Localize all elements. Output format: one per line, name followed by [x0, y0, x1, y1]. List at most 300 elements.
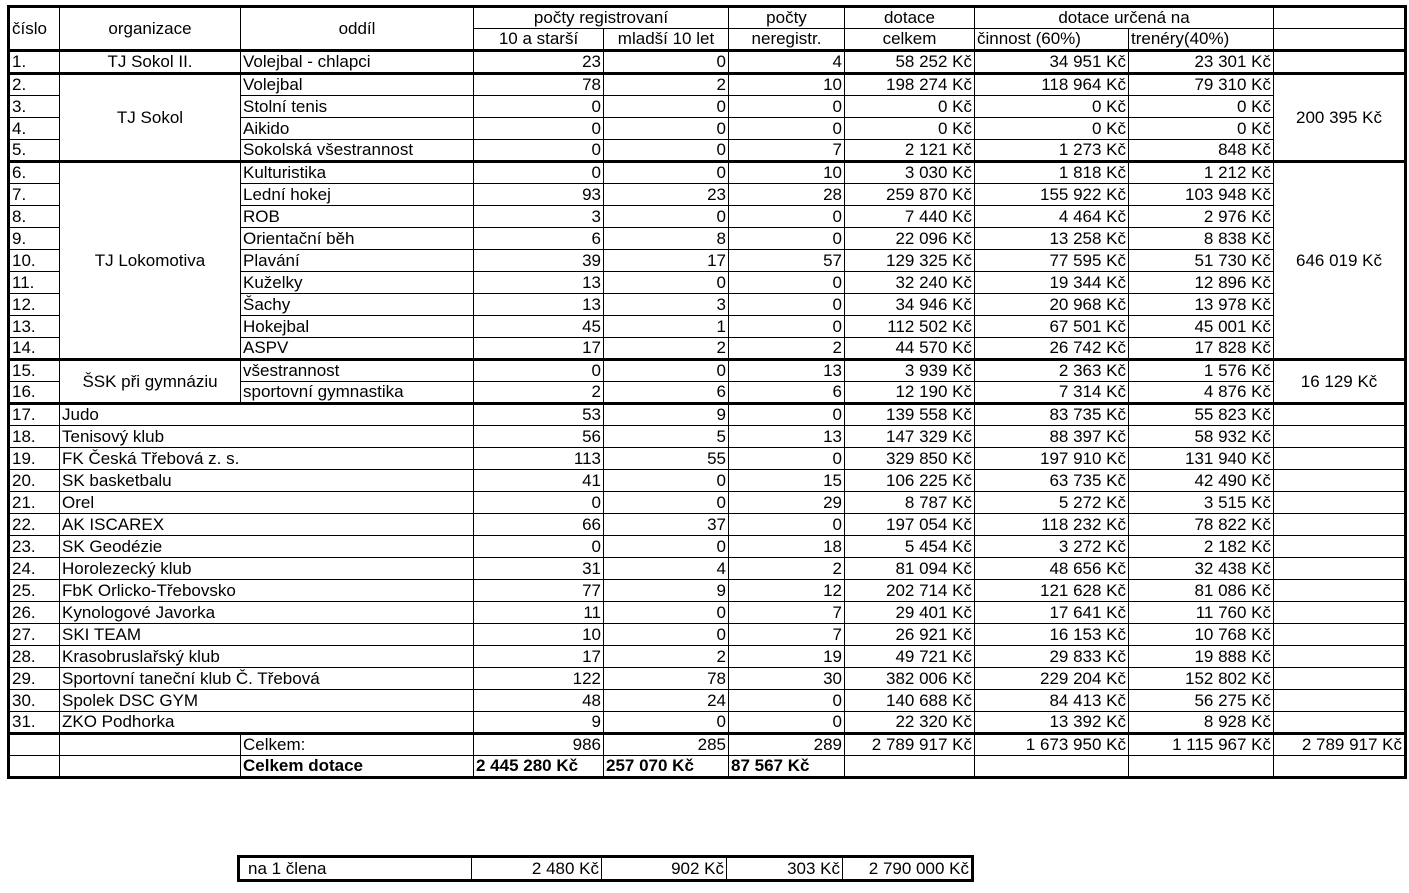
registered-under-10: 23 [604, 184, 729, 206]
registered-10-plus: 56 [474, 426, 604, 448]
empty-cell [1274, 756, 1406, 778]
registered-10-plus: 93 [474, 184, 604, 206]
totals-subsidy: 2 789 917 Kč [845, 734, 975, 756]
subsidy-total: 58 252 Kč [845, 51, 975, 74]
subsidy-activity: 67 501 Kč [975, 316, 1129, 338]
registered-10-plus: 17 [474, 338, 604, 360]
subsidy-activity: 0 Kč [975, 96, 1129, 118]
empty-cell [1274, 536, 1406, 558]
row-number: 6. [9, 162, 60, 184]
unregistered-count: 18 [729, 536, 845, 558]
row-number: 27. [9, 624, 60, 646]
subsidy-total: 22 320 Kč [845, 712, 975, 734]
section-name: Lední hokej [241, 184, 474, 206]
per-member-label: na 1 člena [239, 857, 472, 881]
header-empty [1274, 7, 1406, 29]
subsidy-activity: 88 397 Kč [975, 426, 1129, 448]
subsidy-coaches: 45 001 Kč [1129, 316, 1274, 338]
registered-under-10: 55 [604, 448, 729, 470]
subsidy-coaches: 152 802 Kč [1129, 668, 1274, 690]
organization-name: ŠSK při gymnáziu [60, 360, 241, 404]
table-row [9, 404, 1406, 426]
registered-10-plus: 11 [474, 602, 604, 624]
row-number: 30. [9, 690, 60, 712]
per-member-mladsi: 902 Kč [602, 857, 727, 881]
unregistered-count: 7 [729, 140, 845, 162]
celkem-dotace-row [9, 756, 1406, 778]
table-row [9, 492, 1406, 514]
registered-under-10: 2 [604, 646, 729, 668]
subsidy-coaches: 32 438 Kč [1129, 558, 1274, 580]
row-number: 14. [9, 338, 60, 360]
empty-cell [60, 734, 241, 756]
unregistered-count: 0 [729, 96, 845, 118]
registered-under-10: 0 [604, 536, 729, 558]
subsidy-activity: 1 818 Kč [975, 162, 1129, 184]
section-name: ASPV [241, 338, 474, 360]
registered-under-10: 0 [604, 272, 729, 294]
subsidy-total: 81 094 Kč [845, 558, 975, 580]
section-name: Aikido [241, 118, 474, 140]
per-member-10-a-starsi: 2 480 Kč [472, 857, 602, 881]
section-name: Kulturistika [241, 162, 474, 184]
table-row [9, 426, 1406, 448]
header-neregistr: neregistr. [729, 29, 845, 51]
subsidy-coaches: 10 768 Kč [1129, 624, 1274, 646]
row-number: 23. [9, 536, 60, 558]
subsidy-table [7, 5, 1407, 779]
unregistered-count: 0 [729, 514, 845, 536]
subsidy-activity: 118 232 Kč [975, 514, 1129, 536]
subsidy-activity: 2 363 Kč [975, 360, 1129, 382]
table-row [9, 712, 1406, 734]
row-number: 3. [9, 96, 60, 118]
subsidy-activity: 3 272 Kč [975, 536, 1129, 558]
club-name: Sportovní taneční klub Č. Třebová [60, 668, 474, 690]
registered-under-10: 0 [604, 140, 729, 162]
registered-10-plus: 78 [474, 74, 604, 96]
registered-under-10: 9 [604, 404, 729, 426]
unregistered-count: 19 [729, 646, 845, 668]
registered-under-10: 24 [604, 690, 729, 712]
subsidy-total: 7 440 Kč [845, 206, 975, 228]
registered-10-plus: 0 [474, 492, 604, 514]
subsidy-total: 329 850 Kč [845, 448, 975, 470]
registered-under-10: 0 [604, 118, 729, 140]
registered-10-plus: 0 [474, 360, 604, 382]
section-name: Sokolská všestrannost [241, 140, 474, 162]
subsidy-activity: 20 968 Kč [975, 294, 1129, 316]
unregistered-count: 4 [729, 51, 845, 74]
subsidy-total: 22 096 Kč [845, 228, 975, 250]
unregistered-count: 12 [729, 580, 845, 602]
unregistered-count: 6 [729, 382, 845, 404]
subsidy-total: 8 787 Kč [845, 492, 975, 514]
subsidy-activity: 197 910 Kč [975, 448, 1129, 470]
registered-10-plus: 17 [474, 646, 604, 668]
unregistered-count: 0 [729, 294, 845, 316]
subsidy-coaches: 78 822 Kč [1129, 514, 1274, 536]
club-name: Spolek DSC GYM [60, 690, 474, 712]
subsidy-activity: 19 344 Kč [975, 272, 1129, 294]
empty-cell [1274, 404, 1406, 426]
club-name: FK Česká Třebová z. s. [60, 448, 474, 470]
table-row [9, 74, 1406, 96]
subsidy-total: 198 274 Kč [845, 74, 975, 96]
header-cislo: číslo [9, 7, 60, 51]
registered-10-plus: 13 [474, 272, 604, 294]
registered-10-plus: 66 [474, 514, 604, 536]
header-pocty: počty [729, 7, 845, 29]
row-number: 7. [9, 184, 60, 206]
unregistered-count: 0 [729, 206, 845, 228]
subsidy-coaches: 51 730 Kč [1129, 250, 1274, 272]
subsidy-total: 140 688 Kč [845, 690, 975, 712]
row-number: 29. [9, 668, 60, 690]
subsidy-total: 197 054 Kč [845, 514, 975, 536]
celkem-dotace-label: Celkem dotace [241, 756, 474, 778]
subsidy-activity: 5 272 Kč [975, 492, 1129, 514]
club-name: Judo [60, 404, 474, 426]
celkem-dotace-10-plus: 2 445 280 Kč [474, 756, 604, 778]
row-number: 10. [9, 250, 60, 272]
registered-10-plus: 23 [474, 51, 604, 74]
empty-cell [1274, 646, 1406, 668]
celkem-dotace-under-10: 257 070 Kč [604, 756, 729, 778]
row-number: 4. [9, 118, 60, 140]
registered-under-10: 37 [604, 514, 729, 536]
table-row [9, 690, 1406, 712]
registered-under-10: 0 [604, 162, 729, 184]
registered-10-plus: 0 [474, 140, 604, 162]
section-name: Plavání [241, 250, 474, 272]
unregistered-count: 0 [729, 316, 845, 338]
table-row [9, 448, 1406, 470]
unregistered-count: 0 [729, 404, 845, 426]
registered-10-plus: 31 [474, 558, 604, 580]
header-cinnost: činnost (60%) [975, 29, 1129, 51]
row-number: 8. [9, 206, 60, 228]
registered-10-plus: 0 [474, 536, 604, 558]
club-name: AK ISCAREX [60, 514, 474, 536]
club-name: SKI TEAM [60, 624, 474, 646]
empty-cell [1274, 624, 1406, 646]
subsidy-activity: 118 964 Kč [975, 74, 1129, 96]
unregistered-count: 10 [729, 162, 845, 184]
unregistered-count: 7 [729, 602, 845, 624]
subsidy-coaches: 23 301 Kč [1129, 51, 1274, 74]
registered-10-plus: 6 [474, 228, 604, 250]
empty-cell [9, 734, 60, 756]
registered-under-10: 0 [604, 206, 729, 228]
row-number: 17. [9, 404, 60, 426]
header-organizace: organizace [60, 7, 241, 51]
empty-cell [60, 756, 241, 778]
registered-under-10: 8 [604, 228, 729, 250]
subsidy-total: 112 502 Kč [845, 316, 975, 338]
empty-cell [1274, 470, 1406, 492]
subsidy-coaches: 2 976 Kč [1129, 206, 1274, 228]
celkem-dotace-unregistered: 87 567 Kč [729, 756, 845, 778]
table-row [9, 162, 1406, 184]
table-row [9, 602, 1406, 624]
header-empty-2 [1274, 29, 1406, 51]
organization-subsidy-total: 200 395 Kč [1274, 74, 1406, 162]
section-name: Volejbal [241, 74, 474, 96]
totals-label: Celkem: [241, 734, 474, 756]
row-number: 16. [9, 382, 60, 404]
unregistered-count: 15 [729, 470, 845, 492]
section-name: všestrannost [241, 360, 474, 382]
registered-under-10: 1 [604, 316, 729, 338]
registered-under-10: 0 [604, 492, 729, 514]
subsidy-coaches: 1 212 Kč [1129, 162, 1274, 184]
subsidy-coaches: 11 760 Kč [1129, 602, 1274, 624]
unregistered-count: 0 [729, 712, 845, 734]
organization-subsidy-total: 16 129 Kč [1274, 360, 1406, 404]
subsidy-total: 3 939 Kč [845, 360, 975, 382]
table-body [9, 51, 1406, 778]
header-dotace-urcena-na: dotace určená na [975, 7, 1274, 29]
subsidy-activity: 0 Kč [975, 118, 1129, 140]
empty-cell [1274, 558, 1406, 580]
unregistered-count: 2 [729, 338, 845, 360]
empty-cell [9, 756, 60, 778]
club-name: Kynologové Javorka [60, 602, 474, 624]
registered-under-10: 0 [604, 602, 729, 624]
empty-cell [1274, 492, 1406, 514]
empty-cell [1129, 756, 1274, 778]
subsidy-total: 106 225 Kč [845, 470, 975, 492]
subsidy-total: 202 714 Kč [845, 580, 975, 602]
subsidy-total: 49 721 Kč [845, 646, 975, 668]
subsidy-coaches: 4 876 Kč [1129, 382, 1274, 404]
subsidy-total: 12 190 Kč [845, 382, 975, 404]
table-row [9, 514, 1406, 536]
row-number: 5. [9, 140, 60, 162]
subsidy-coaches: 3 515 Kč [1129, 492, 1274, 514]
registered-under-10: 2 [604, 74, 729, 96]
registered-under-10: 0 [604, 360, 729, 382]
club-name: Tenisový klub [60, 426, 474, 448]
registered-10-plus: 3 [474, 206, 604, 228]
unregistered-count: 13 [729, 426, 845, 448]
subsidy-activity: 121 628 Kč [975, 580, 1129, 602]
subsidy-total: 32 240 Kč [845, 272, 975, 294]
registered-under-10: 0 [604, 470, 729, 492]
subsidy-total: 139 558 Kč [845, 404, 975, 426]
subsidy-coaches: 19 888 Kč [1129, 646, 1274, 668]
section-name: ROB [241, 206, 474, 228]
organization-subsidy-total [1274, 51, 1406, 74]
subsidy-total: 44 570 Kč [845, 338, 975, 360]
subsidy-coaches: 55 823 Kč [1129, 404, 1274, 426]
header-celkem: celkem [845, 29, 975, 51]
empty-cell [975, 756, 1129, 778]
subsidy-coaches: 56 275 Kč [1129, 690, 1274, 712]
subsidy-coaches: 0 Kč [1129, 118, 1274, 140]
unregistered-count: 28 [729, 184, 845, 206]
row-number: 15. [9, 360, 60, 382]
subsidy-coaches: 131 940 Kč [1129, 448, 1274, 470]
unregistered-count: 13 [729, 360, 845, 382]
row-number: 31. [9, 712, 60, 734]
subsidy-coaches: 103 948 Kč [1129, 184, 1274, 206]
table-row [9, 558, 1406, 580]
table-row [9, 360, 1406, 382]
registered-10-plus: 41 [474, 470, 604, 492]
unregistered-count: 2 [729, 558, 845, 580]
totals-coaches: 1 115 967 Kč [1129, 734, 1274, 756]
club-name: ZKO Podhorka [60, 712, 474, 734]
club-name: Orel [60, 492, 474, 514]
subsidy-activity: 16 153 Kč [975, 624, 1129, 646]
subsidy-coaches: 79 310 Kč [1129, 74, 1274, 96]
registered-10-plus: 77 [474, 580, 604, 602]
section-name: Šachy [241, 294, 474, 316]
totals-organizations: 2 789 917 Kč [1274, 734, 1406, 756]
subsidy-coaches: 0 Kč [1129, 96, 1274, 118]
table-row [9, 624, 1406, 646]
unregistered-count: 0 [729, 690, 845, 712]
registered-under-10: 3 [604, 294, 729, 316]
registered-10-plus: 122 [474, 668, 604, 690]
row-number: 2. [9, 74, 60, 96]
row-number: 25. [9, 580, 60, 602]
section-name: Kuželky [241, 272, 474, 294]
subsidy-total: 259 870 Kč [845, 184, 975, 206]
subsidy-activity: 17 641 Kč [975, 602, 1129, 624]
unregistered-count: 29 [729, 492, 845, 514]
empty-cell [1274, 448, 1406, 470]
registered-10-plus: 113 [474, 448, 604, 470]
per-member-neregistr: 303 Kč [727, 857, 843, 881]
subsidy-total: 2 121 Kč [845, 140, 975, 162]
unregistered-count: 30 [729, 668, 845, 690]
subsidy-total: 29 401 Kč [845, 602, 975, 624]
registered-under-10: 6 [604, 382, 729, 404]
subsidy-coaches: 8 928 Kč [1129, 712, 1274, 734]
registered-10-plus: 9 [474, 712, 604, 734]
registered-under-10: 0 [604, 51, 729, 74]
header-oddil: oddíl [241, 7, 474, 51]
registered-under-10: 9 [604, 580, 729, 602]
subsidy-coaches: 2 182 Kč [1129, 536, 1274, 558]
subsidy-activity: 26 742 Kč [975, 338, 1129, 360]
subsidy-total: 382 006 Kč [845, 668, 975, 690]
unregistered-count: 0 [729, 448, 845, 470]
subsidy-activity: 77 595 Kč [975, 250, 1129, 272]
subsidy-activity: 13 258 Kč [975, 228, 1129, 250]
row-number: 24. [9, 558, 60, 580]
club-name: SK basketbalu [60, 470, 474, 492]
subsidy-activity: 48 656 Kč [975, 558, 1129, 580]
row-number: 20. [9, 470, 60, 492]
registered-under-10: 17 [604, 250, 729, 272]
row-number: 26. [9, 602, 60, 624]
unregistered-count: 0 [729, 228, 845, 250]
subsidy-total: 5 454 Kč [845, 536, 975, 558]
subsidy-total: 3 030 Kč [845, 162, 975, 184]
registered-10-plus: 48 [474, 690, 604, 712]
unregistered-count: 7 [729, 624, 845, 646]
subsidy-activity: 29 833 Kč [975, 646, 1129, 668]
header-dotace: dotace [845, 7, 975, 29]
header-mladsi-10-let: mladší 10 let [604, 29, 729, 51]
registered-under-10: 4 [604, 558, 729, 580]
registered-under-10: 0 [604, 96, 729, 118]
registered-10-plus: 45 [474, 316, 604, 338]
row-number: 9. [9, 228, 60, 250]
table-row [9, 470, 1406, 492]
subsidy-total: 0 Kč [845, 118, 975, 140]
empty-cell [1274, 712, 1406, 734]
subsidy-coaches: 42 490 Kč [1129, 470, 1274, 492]
empty-cell [1274, 514, 1406, 536]
table-row [9, 536, 1406, 558]
row-number: 13. [9, 316, 60, 338]
registered-10-plus: 0 [474, 118, 604, 140]
subsidy-activity: 34 951 Kč [975, 51, 1129, 74]
subsidy-activity: 229 204 Kč [975, 668, 1129, 690]
subsidy-coaches: 13 978 Kč [1129, 294, 1274, 316]
table-row [9, 51, 1406, 74]
club-name: Horolezecký klub [60, 558, 474, 580]
unregistered-count: 0 [729, 118, 845, 140]
registered-10-plus: 13 [474, 294, 604, 316]
registered-10-plus: 39 [474, 250, 604, 272]
registered-under-10: 2 [604, 338, 729, 360]
subsidy-coaches: 81 086 Kč [1129, 580, 1274, 602]
header-trenery: trenéry(40%) [1129, 29, 1274, 51]
row-number: 18. [9, 426, 60, 448]
row-number: 21. [9, 492, 60, 514]
subsidy-total: 0 Kč [845, 96, 975, 118]
subsidy-activity: 1 273 Kč [975, 140, 1129, 162]
totals-10-plus: 986 [474, 734, 604, 756]
totals-unregistered: 289 [729, 734, 845, 756]
subsidy-total: 34 946 Kč [845, 294, 975, 316]
empty-cell [845, 756, 975, 778]
empty-cell [1274, 426, 1406, 448]
totals-activity: 1 673 950 Kč [975, 734, 1129, 756]
header-row-1 [9, 7, 1406, 29]
registered-10-plus: 53 [474, 404, 604, 426]
registered-under-10: 78 [604, 668, 729, 690]
empty-cell [1274, 580, 1406, 602]
subsidy-coaches: 58 932 Kč [1129, 426, 1274, 448]
row-number: 19. [9, 448, 60, 470]
registered-10-plus: 0 [474, 96, 604, 118]
subsidy-coaches: 17 828 Kč [1129, 338, 1274, 360]
registered-under-10: 0 [604, 712, 729, 734]
subsidy-coaches: 12 896 Kč [1129, 272, 1274, 294]
table-row [9, 580, 1406, 602]
subsidy-coaches: 848 Kč [1129, 140, 1274, 162]
organization-name: TJ Lokomotiva [60, 162, 241, 360]
registered-under-10: 0 [604, 624, 729, 646]
organization-subsidy-total: 646 019 Kč [1274, 162, 1406, 360]
subsidy-activity: 4 464 Kč [975, 206, 1129, 228]
unregistered-count: 0 [729, 272, 845, 294]
per-member-dotace: 2 790 000 Kč [843, 857, 973, 881]
club-name: FbK Orlicko-Třebovsko [60, 580, 474, 602]
table-row [9, 668, 1406, 690]
header-pocty-registrovani: počty registrovaní [474, 7, 729, 29]
subsidy-coaches: 1 576 Kč [1129, 360, 1274, 382]
subsidy-activity: 155 922 Kč [975, 184, 1129, 206]
subsidy-total: 129 325 Kč [845, 250, 975, 272]
